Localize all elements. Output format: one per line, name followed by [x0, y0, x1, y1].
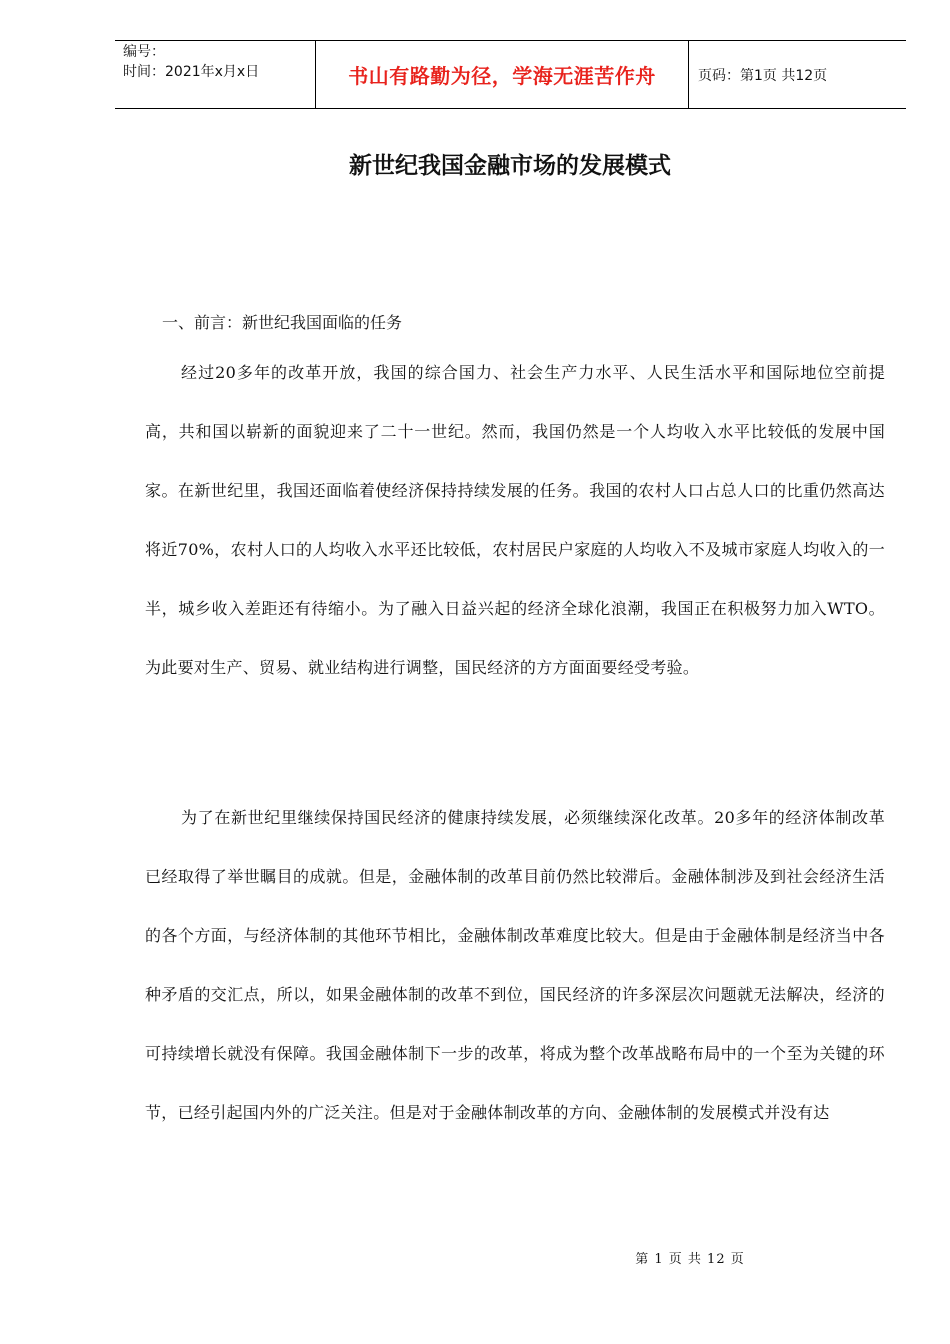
header-table — [115, 40, 906, 109]
time-label: 时间：2021年x月x日 — [123, 64, 260, 80]
header-motto-cell — [316, 41, 689, 108]
header-page-cell — [689, 41, 906, 108]
document-title: 新世纪我国金融市场的发展模式 — [349, 152, 671, 179]
page-footer: 第 1 页 共 12 页 — [635, 1252, 745, 1267]
motto-text: 书山有路勤为径，学海无涯苦作舟 — [348, 64, 656, 88]
page-info: 页码：第1页 共12页 — [698, 67, 828, 84]
number-label: 编号： — [123, 44, 165, 60]
body-paragraph: 为了在新世纪里继续保持国民经济的健康持续发展，必须继续深化改革。20多年的经济体制改革已经取得了举世瞩目的成就。但是，金融体制的改革目前仍然比较滞后。金融体制涉及到社会经济生活的各个方面，与经济体制的其他环节相比，金融体制改革难度比较大。但是由于金融体制是经济当中各种矛盾的交汇点，所以，如果金融体制的改革不到位，国民经济的许多深层次问题就无法解决，经济的可持续增长就没有保障。我国金融体制下一步的改革，将成为整个改革战略布局中的一个至为关键的环节，已经引起国内外的广泛关注。但是对于金融体制改革的方向、金融体制的发展模式并没有达 — [145, 808, 885, 1122]
body-paragraph: 经过20多年的改革开放，我国的综合国力、社会生产力水平、人民生活水平和国际地位空前提高，共和国以崭新的面貌迎来了二十一世纪。然而，我国仍然是一个人均收入水平比较低的发展中国家。在新世纪里，我国还面临着使经济保持持续发展的任务。我国的农村人口占总人口的比重仍然高达将近70%，农村人口的人均收入水平还比较低，农村居民户家庭的人均收入不及城市家庭人均收入的一半，城乡收入差距还有待缩小。为了融入日益兴起的经济全球化浪潮，我国正在积极努力加入WTO。为此要对生产、贸易、就业结构进行调整，国民经济的方方面面要经受考验。 — [145, 363, 885, 677]
header-meta-cell — [115, 41, 316, 108]
section-heading: 一、前言：新世纪我国面临的任务 — [162, 313, 403, 332]
